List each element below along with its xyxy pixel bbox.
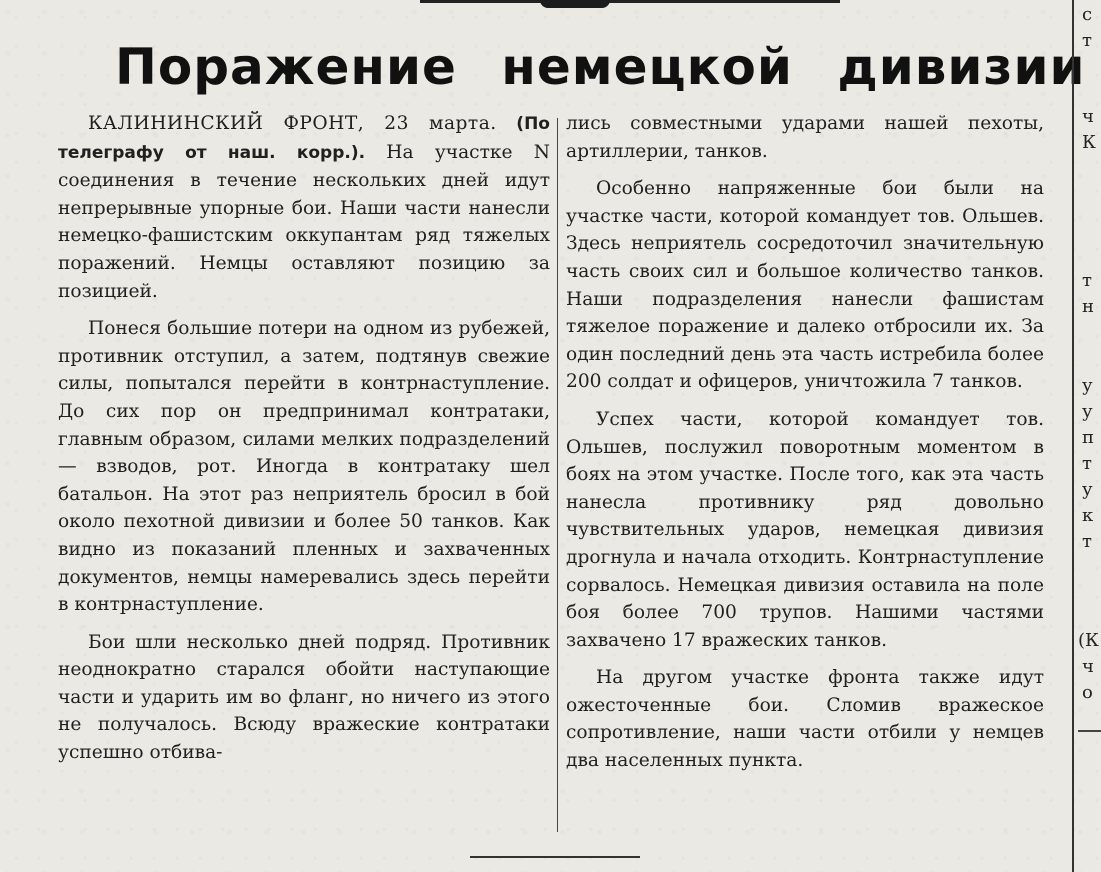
paragraph-2: Понеся большие потери на одном из рубежей, противник отступил, а затем, подтянув свежие силы, попытался перейти в контрнаступление. До сих пор он предпринимал контратаки, главным образом, силами мелких подразделений — взводов, рот. Иногда в контратаку шел батальон. На этот раз неприятель бросил в бой около пехотной дивизии и более 50 танков. Как видно из показаний пленных и захваченных документов, немцы намеревались здесь перейти в контрнаступление. [58, 318, 550, 616]
paragraph-5: Успех части, которой командует тов. Ольшев, послужил поворотным моментом в боях на этом участке. После того, как эта часть нанесла противнику ряд довольно чувствительных ударов, немецкая дивизия дрогнула и начала отходить. Контрнаступление сорвалось. Немецкая дивизия оставила на поле боя более 700 трупов. Нашими частями захвачено 17 вражеских танков. [566, 408, 1044, 651]
top-rule [420, 0, 840, 3]
edge-fragment: т [1082, 453, 1092, 474]
edge-fragment: у [1082, 375, 1093, 396]
paragraph-3: Бои шли несколько дней подряд. Противник неоднократно старался обойти наступающие части и ударить им во фланг, но ничего из этого не получалось. Всюду вражеские контратаки успешно отбива- [58, 631, 550, 764]
paragraph-4: Особенно напряженные бои были на участке части, которой командует тов. Ольшев. Здесь неприятель сосредоточил значительную часть своих сил и большое количество танков. Наши подразделения нанесли фашистам тяжелое поражение и далеко отбросили их. За один последний день эта часть истребила более 200 солдат и офицеров, уничтожила 7 танков. [566, 178, 1044, 393]
edge-fragment: о [1082, 682, 1093, 703]
edge-fragment: с [1082, 4, 1093, 25]
paragraph-continuation: лись совместными ударами нашей пехоты, артиллерии, танков. [566, 113, 1044, 162]
source-note: (По телеграфу от наш. корр.). [58, 114, 550, 163]
dateline: КАЛИНИНСКИЙ ФРОНТ, 23 марта. [88, 113, 497, 134]
paragraph-1-text: На участке N соединения в течение нескольких дней идут непрерывные упорные бои. Наши части нанесли немецко-фашистским оккупантам ряд тяжелых поражений. Немцы оставляют позицию за позицией. [58, 141, 550, 302]
column-divider [557, 118, 558, 832]
edge-fragment: н [1082, 296, 1094, 317]
paragraph-1 [58, 110, 550, 305]
bottom-rule [470, 856, 640, 858]
edge-fragment: у [1082, 479, 1093, 500]
edge-fragment: п [1082, 427, 1094, 448]
edge-fragment: т [1082, 531, 1092, 552]
edge-fragment: у [1082, 401, 1093, 422]
edge-fragment: ч [1082, 106, 1094, 127]
article-column-left [58, 110, 550, 767]
top-ornament [540, 0, 610, 8]
adjacent-column-fragment [1072, 0, 1101, 872]
article-column-right [566, 110, 1044, 775]
edge-fragment: т [1082, 270, 1092, 291]
paragraph-6: На другом участке фронта также идут ожесточенные бои. Сломив вражеское сопротивление, наши части отбили у немцев два населенных пункта. [566, 667, 1044, 772]
edge-fragment: к [1082, 505, 1094, 526]
edge-rule [1078, 730, 1101, 732]
edge-fragment: К [1082, 132, 1096, 153]
article-headline: Поражение немецкой дивизии [115, 38, 1086, 96]
edge-fragment: ч [1082, 656, 1094, 677]
edge-fragment: (К [1078, 630, 1099, 651]
edge-fragment: т [1082, 30, 1092, 51]
